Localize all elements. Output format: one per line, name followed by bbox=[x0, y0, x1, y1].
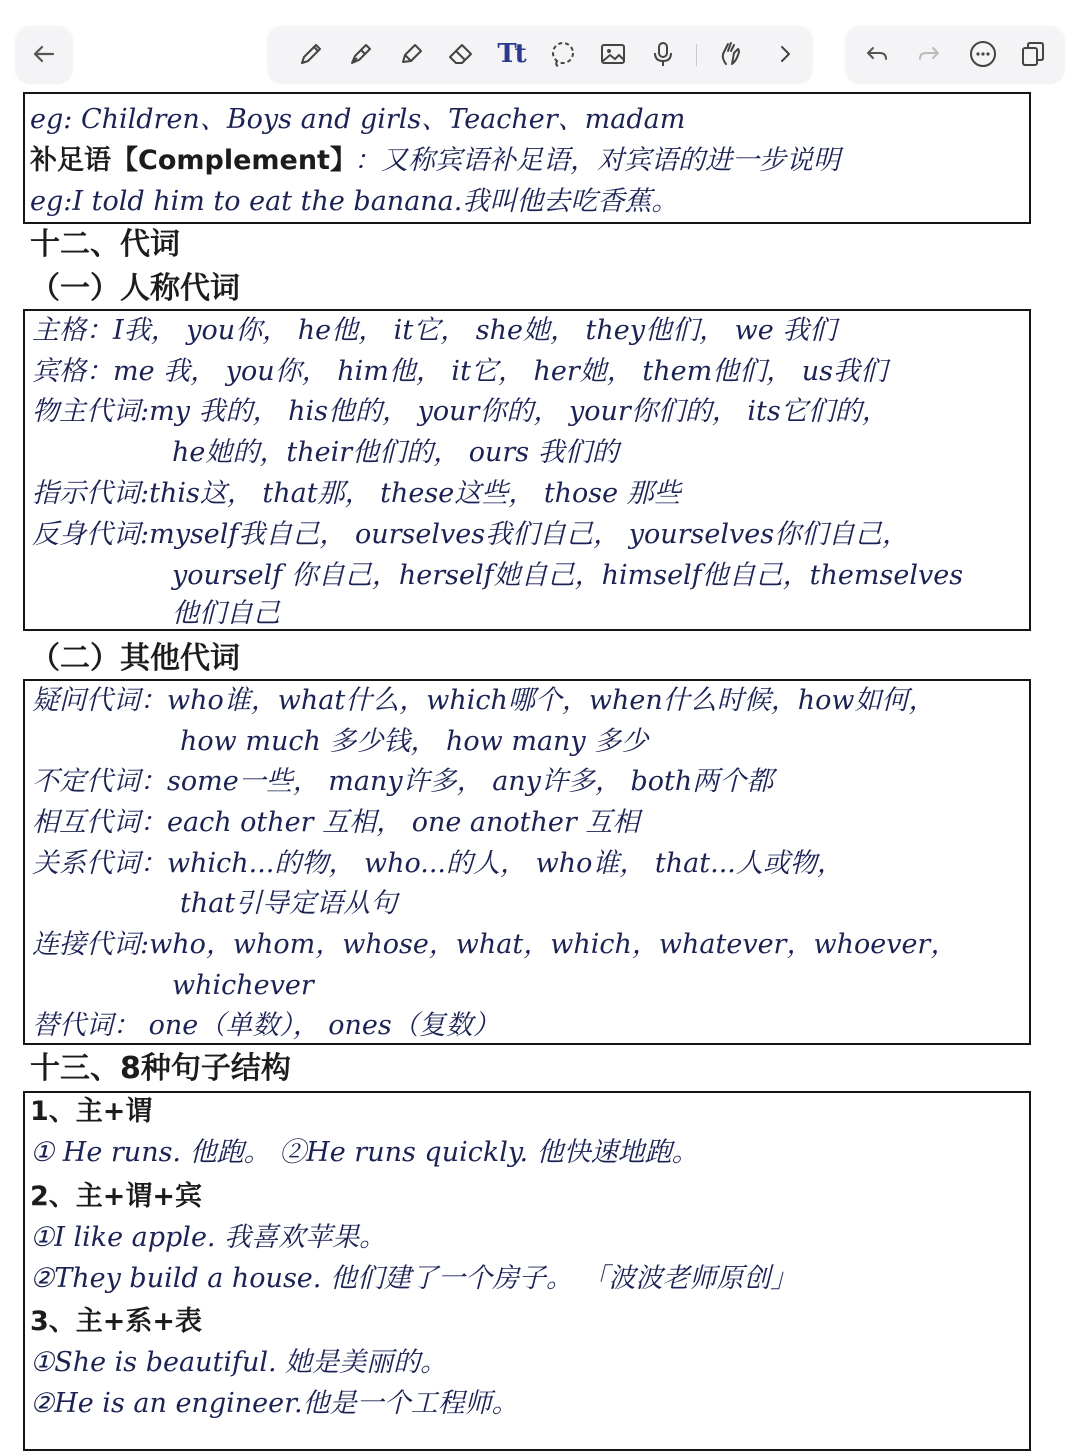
more-tools-button[interactable] bbox=[762, 26, 808, 82]
conjunctive-line: 连接代词:who，whom，whose，what，which，whatever，whoever， bbox=[32, 929, 958, 960]
top-toolbar bbox=[0, 0, 1080, 92]
text-tool-icon: Tt bbox=[497, 39, 525, 69]
structure-3-example-2: ②He is an engineer.他是一个工程师。 bbox=[30, 1388, 519, 1419]
fountain-pen-tool-button[interactable] bbox=[338, 26, 384, 82]
substitute-line: 替代词： one（单数）， ones（复数） bbox=[32, 1010, 500, 1041]
complement-example: eg:I told him to eat the banana.我叫他去吃香蕉。 bbox=[30, 186, 679, 217]
more-button[interactable] bbox=[960, 26, 1006, 82]
possessive-line-cont: he她的，their他们的， ours 我们的 bbox=[172, 437, 619, 468]
tools-pill bbox=[268, 26, 812, 82]
complement-desc: ：又称宾语补足语，对宾语的进一步说明 bbox=[354, 145, 840, 176]
note-canvas[interactable] bbox=[0, 92, 1080, 1440]
back-button[interactable] bbox=[21, 26, 67, 82]
complement-title: 补足语【Complement】 bbox=[30, 145, 357, 176]
pages-button[interactable] bbox=[1010, 26, 1056, 82]
reflexive-line: 反身代词:myself我自己， ourselves我们自己， yourselves你们自己， bbox=[32, 519, 910, 550]
pages-icon bbox=[1018, 39, 1048, 69]
interrogative-line-cont: how much 多少钱， how many 多少 bbox=[180, 726, 649, 757]
hand-tool-button[interactable] bbox=[708, 26, 754, 82]
structure-2-example-2: ②They build a house. 他们建了一个房子。 「波波老师原创」 bbox=[30, 1263, 798, 1294]
chevron-right-icon bbox=[770, 39, 800, 69]
pen-icon bbox=[296, 39, 326, 69]
undo-icon bbox=[862, 39, 892, 69]
back-pill bbox=[16, 26, 72, 82]
more-icon bbox=[968, 39, 998, 69]
structure-1-examples: ① He runs. 他跑。 ②He runs quickly. 他快速地跑。 bbox=[30, 1137, 699, 1168]
section-13-title: 十三、8种句子结构 bbox=[30, 1051, 291, 1086]
personal-pronouns-subtitle: （一）人称代词 bbox=[30, 271, 240, 306]
demonstrative-line: 指示代词:this这， that那， these这些， those 那些 bbox=[32, 478, 681, 509]
fountain-pen-icon bbox=[346, 39, 376, 69]
reflexive-line-end: 他们自己 bbox=[172, 598, 280, 629]
image-icon bbox=[598, 39, 628, 69]
pen-tool-button[interactable] bbox=[288, 26, 334, 82]
hand-gesture-icon bbox=[716, 39, 746, 69]
back-arrow-icon bbox=[29, 39, 59, 69]
redo-button[interactable] bbox=[906, 26, 952, 82]
reciprocal-line: 相互代词：each other 互相， one another 互相 bbox=[32, 807, 640, 838]
relative-line: 关系代词：which...的物， who...的人， who谁， that...人或物， bbox=[32, 848, 844, 879]
image-tool-button[interactable] bbox=[590, 26, 636, 82]
structure-2-example-1: ①I like apple. 我喜欢苹果。 bbox=[30, 1222, 387, 1253]
other-pronouns-subtitle: （二）其他代词 bbox=[30, 641, 240, 676]
highlighter-icon bbox=[396, 39, 426, 69]
interrogative-line: 疑问代词：who谁，what什么，which哪个，when什么时候，how如何， bbox=[32, 685, 936, 716]
reflexive-line-cont: yourself 你自己，herself她自己，himself他自己，themselves bbox=[172, 560, 964, 591]
actions-pill bbox=[846, 26, 1064, 82]
lasso-tool-button[interactable] bbox=[540, 26, 586, 82]
microphone-tool-button[interactable] bbox=[640, 26, 686, 82]
indefinite-line: 不定代词：some一些， many许多， any许多， both两个都 bbox=[32, 766, 774, 797]
highlighter-tool-button[interactable] bbox=[388, 26, 434, 82]
text-tool-button[interactable] bbox=[488, 26, 534, 82]
lasso-icon bbox=[548, 39, 578, 69]
object-case-line: 宾格：me 我， you你， him他， it它， her她， them他们， us我们 bbox=[32, 356, 888, 387]
structure-2-heading: 2、主+谓+宾 bbox=[30, 1181, 203, 1212]
relative-line-cont: that引导定语从句 bbox=[180, 888, 398, 919]
undo-button[interactable] bbox=[854, 26, 900, 82]
structure-1-heading: 1、主+谓 bbox=[30, 1096, 153, 1127]
eraser-tool-button[interactable] bbox=[438, 26, 484, 82]
subject-case-line: 主格：I我， you你， he他， it它， she她， they他们， we 我们 bbox=[32, 315, 837, 346]
structure-3-heading: 3、主+系+表 bbox=[30, 1306, 203, 1337]
section-12-title: 十二、代词 bbox=[30, 227, 180, 262]
toolbar-separator bbox=[696, 44, 697, 66]
structure-3-example-1: ①She is beautiful. 她是美丽的。 bbox=[30, 1347, 448, 1378]
possessive-line: 物主代词:my 我的， his他的， your你的， your你们的， its它们的， bbox=[32, 396, 889, 427]
example-subjects-line: eg: Children、Boys and girls、Teacher、madam bbox=[30, 104, 686, 135]
conjunctive-line-cont: whichever bbox=[172, 970, 314, 1001]
eraser-icon bbox=[446, 39, 476, 69]
microphone-icon bbox=[648, 39, 678, 69]
redo-icon bbox=[914, 39, 944, 69]
